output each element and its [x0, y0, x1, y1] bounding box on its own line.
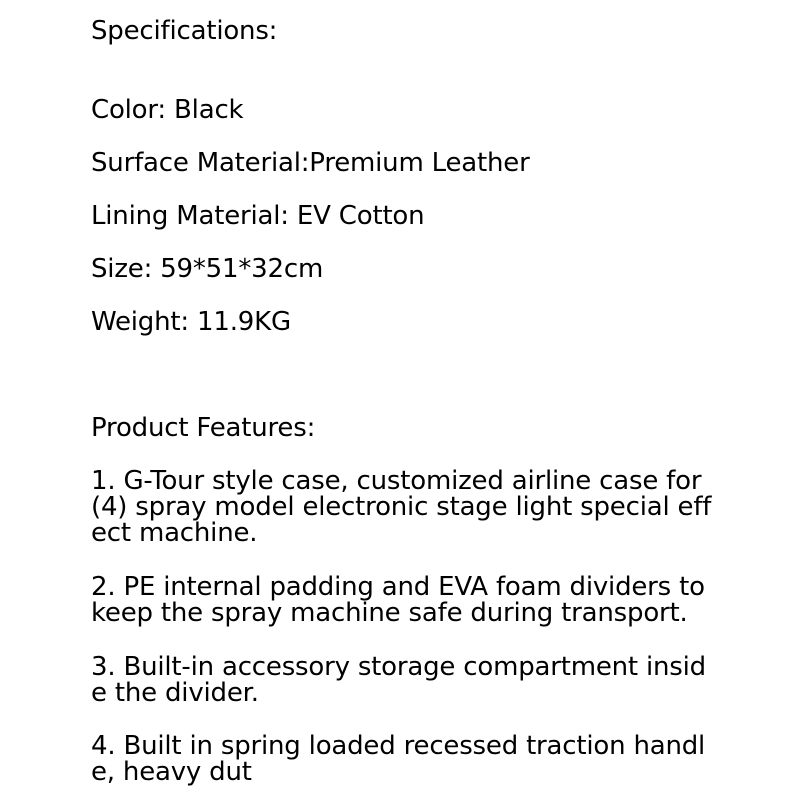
feature-item-4: 4. Built in spring loaded recessed traction handl e, heavy dut: [91, 731, 706, 787]
spec-size: Size: 59*51*32cm: [91, 254, 324, 284]
feature-item-1: 1. G-Tour style case, customized airline case for (4) spray model electronic stage light special eff ect machine.: [91, 466, 712, 548]
spec-lining-material: Lining Material: EV Cotton: [91, 201, 425, 231]
specifications-heading: Specifications:: [91, 16, 278, 46]
feature-item-3: 3. Built-in accessory storage compartment insid e the divider.: [91, 652, 706, 708]
spec-color: Color: Black: [91, 95, 244, 125]
features-heading: Product Features:: [91, 413, 316, 443]
feature-item-2: 2. PE internal padding and EVA foam dividers to keep the spray machine safe during transport.: [91, 572, 705, 628]
spec-weight: Weight: 11.9KG: [91, 307, 291, 337]
spec-surface-material: Surface Material:Premium Leather: [91, 148, 530, 178]
